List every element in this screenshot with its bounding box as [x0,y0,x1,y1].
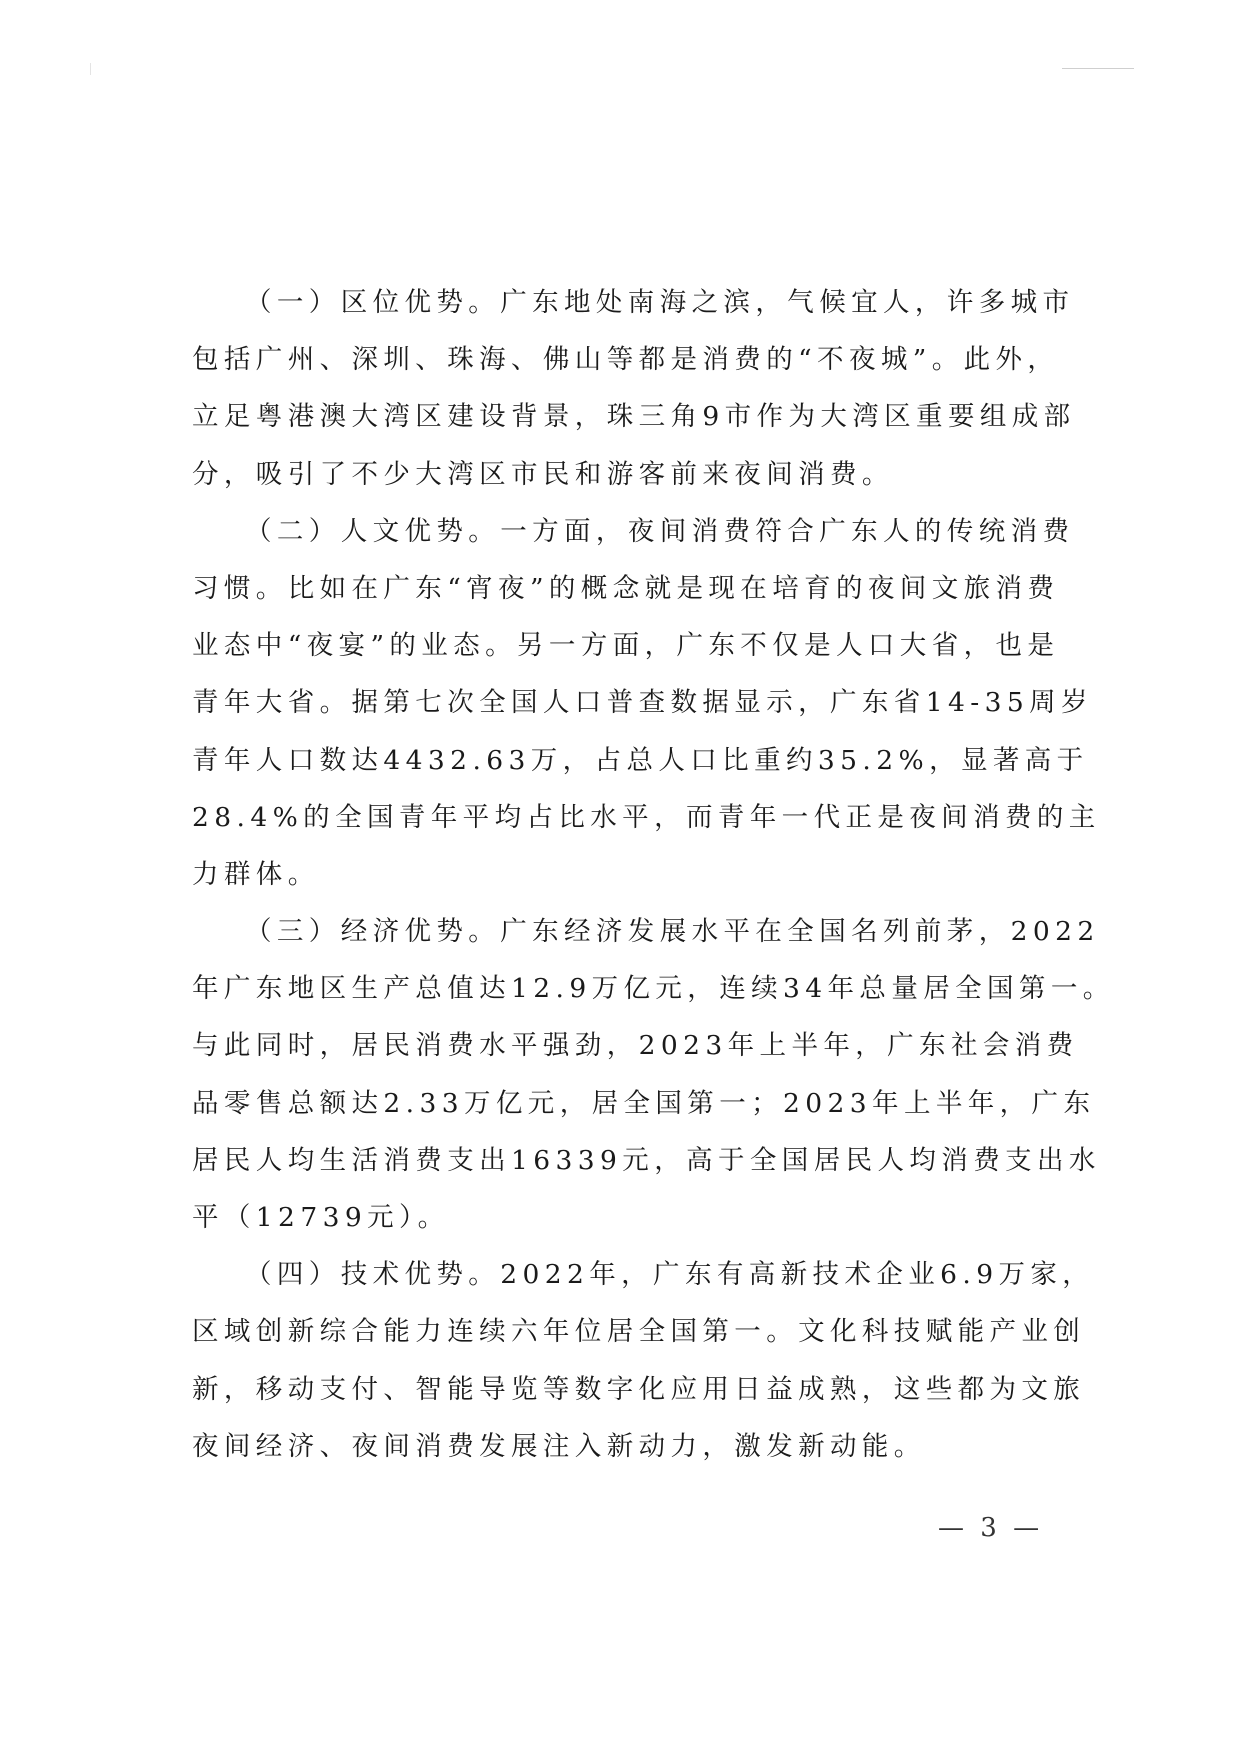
text-line: 青年大省。据第七次全国人口普查数据显示，广东省14-35周岁 [192,687,1093,719]
text-line: 28.4%的全国青年平均占比水平，而青年一代正是夜间消费的主 [192,801,1101,833]
scan-artifact-line [1062,68,1134,69]
text-line: 分，吸引了不少大湾区市民和游客前来夜间消费。 [192,458,894,490]
text-line: 习惯。比如在广东“宵夜”的概念就是现在培育的夜间文旅消费 [192,572,1060,604]
paragraph-economic-advantage [192,903,1115,1246]
text-line: （三）经济优势。广东经济发展水平在全国名列前茅，2022 [245,916,1100,948]
paragraph-location-advantage [192,274,1076,503]
text-line: （一）区位优势。广东地处南海之滨，气候宜人，许多城市 [245,287,1075,318]
paragraph-technology-advantage [192,1246,1095,1475]
text-line: 年广东地区生产总值达12.9万亿元，连续34年总量居全国第一。 [192,973,1115,1005]
paragraph-cultural-advantage [192,503,1101,903]
text-line: 居民人均生活消费支出16339元，高于全国居民人均消费支出水 [192,1144,1101,1176]
text-line: 新，移动支付、智能导览等数字化应用日益成熟，这些都为文旅 [192,1373,1086,1405]
text-line: 包括广州、深圳、珠海、佛山等都是消费的“不夜城”。此外， [192,344,1060,376]
text-line: 青年人口数达4432.63万，占总人口比重约35.2%，显著高于 [192,744,1089,776]
document-body [192,274,1115,1475]
text-line: 区域创新综合能力连续六年位居全国第一。文化科技赋能产业创 [192,1316,1086,1348]
text-line: （四）技术优势。2022年，广东有高新技术企业6.9万家， [245,1259,1095,1291]
text-line: 力群体。 [192,858,320,890]
text-line: 与此同时，居民消费水平强劲，2023年上半年，广东社会消费 [192,1030,1079,1062]
text-line: 业态中“夜宴”的业态。另一方面，广东不仅是人口大省，也是 [192,630,1060,662]
text-line: 平（12739元）。 [192,1202,450,1233]
text-line: （二）人文优势。一方面，夜间消费符合广东人的传统消费 [245,515,1075,547]
text-line: 立足粤港澳大湾区建设背景，珠三角9市作为大湾区重要组成部 [192,401,1076,433]
scan-artifact-dot [90,63,91,75]
text-line: 夜间经济、夜间消费发展注入新动力，激发新动能。 [192,1430,926,1462]
page-number: — 3 — [938,1513,1044,1543]
text-line: 品零售总额达2.33万亿元，居全国第一；2023年上半年，广东 [192,1087,1096,1119]
